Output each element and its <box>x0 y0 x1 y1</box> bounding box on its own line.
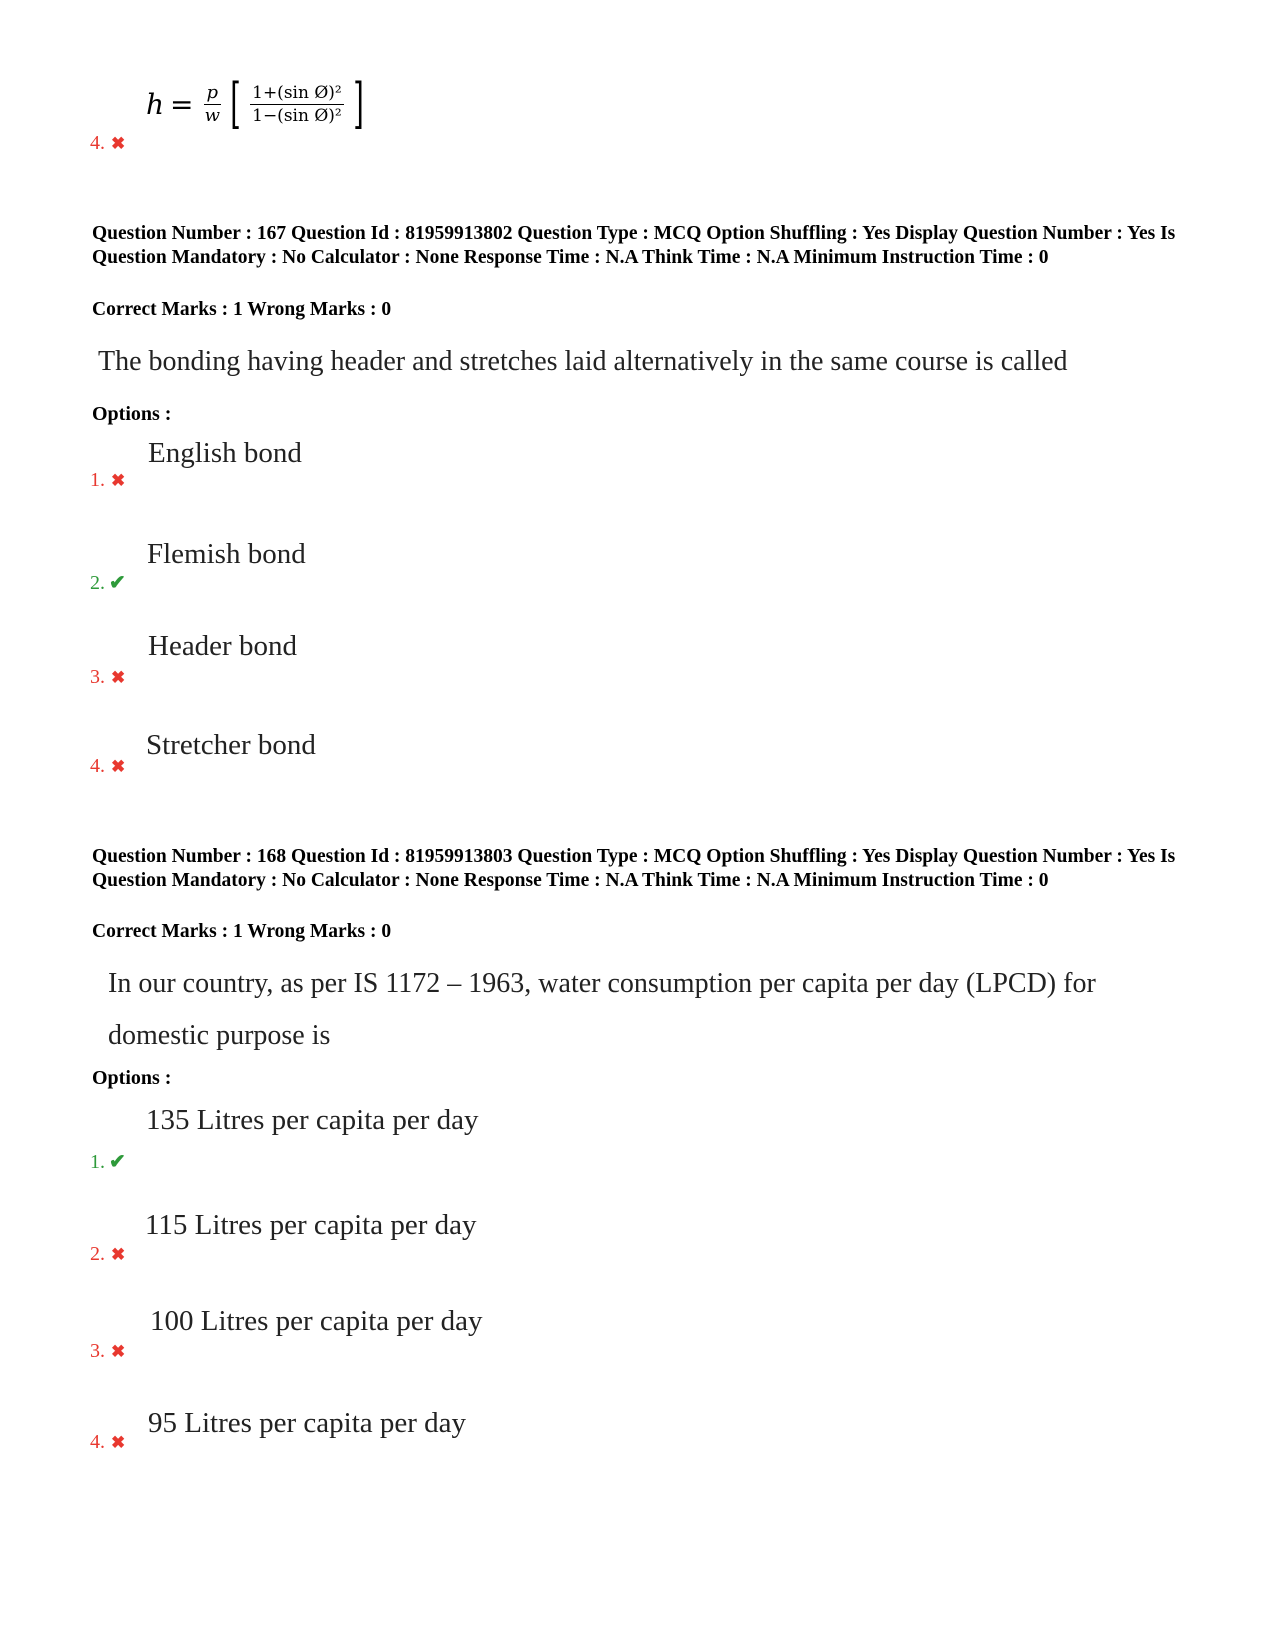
option-marker <box>90 755 125 778</box>
formula-option-4 <box>146 74 369 134</box>
option-text: English bond <box>148 437 302 469</box>
option-number: 2. <box>90 572 105 594</box>
formula-inner-numerator: 1+(sin Ø)² <box>252 82 342 103</box>
option-marker <box>90 1243 125 1266</box>
formula-coefficient <box>204 82 222 127</box>
cross-mark-icon: ✖ <box>111 668 126 687</box>
check-mark-icon: ✔ <box>109 572 126 594</box>
cross-mark-icon: ✖ <box>111 1245 126 1264</box>
option-marker <box>90 1340 125 1363</box>
formula-coef-numerator: p <box>204 82 222 105</box>
option-text: Stretcher bond <box>146 729 316 761</box>
options-label: Options : <box>92 403 172 425</box>
options-label: Options : <box>92 1067 172 1089</box>
check-mark-icon: ✔ <box>109 1151 126 1173</box>
formula-lhs: h <box>146 87 165 121</box>
option-marker <box>90 666 125 689</box>
formula-inner-denominator: 1−(sin Ø)² <box>252 105 342 126</box>
cross-mark-icon: ✖ <box>111 471 126 490</box>
option-number: 4. <box>90 1431 105 1453</box>
cross-mark-icon: ✖ <box>111 1433 126 1452</box>
cross-mark-icon: ✖ <box>111 134 126 153</box>
option-marker <box>90 570 126 595</box>
left-bracket-icon: [ <box>230 72 241 135</box>
option-text: Header bond <box>148 630 297 662</box>
option-number: 4. <box>90 132 105 154</box>
option-number: 1. <box>90 1151 105 1173</box>
formula-coef-denominator: w <box>204 104 220 126</box>
formula-equals: = <box>170 87 194 121</box>
formula-inner-fraction <box>250 82 344 127</box>
question-marks: Correct Marks : 1 Wrong Marks : 0 <box>92 299 392 320</box>
option-text: Flemish bond <box>147 538 306 570</box>
option-marker <box>90 1431 125 1454</box>
option-number: 2. <box>90 1243 105 1265</box>
option-number: 4. <box>90 755 105 777</box>
cross-mark-icon: ✖ <box>111 1342 126 1361</box>
option-text: 135 Litres per capita per day <box>146 1104 479 1136</box>
option-number: 3. <box>90 1340 105 1362</box>
option-number: 1. <box>90 469 105 491</box>
option-marker <box>90 469 125 492</box>
question-meta: Question Number : 167 Question Id : 81959913802 Question Type : MCQ Option Shuffling : Yes Display Question Number : Yes Is Question Mandatory : No Calculator : None Response Time : N.A Think Time : N.A Minimum Instruction Time : 0 <box>92 223 1176 268</box>
option-text: 115 Litres per capita per day <box>145 1209 477 1241</box>
prev-option-4-marker <box>90 132 125 155</box>
question-meta: Question Number : 168 Question Id : 81959913803 Question Type : MCQ Option Shuffling : Yes Display Question Number : Yes Is Question Mandatory : No Calculator : None Response Time : N.A Think Time : N.A Minimum Instruction Time : 0 <box>92 846 1176 891</box>
option-text: 100 Litres per capita per day <box>150 1305 483 1337</box>
right-bracket-icon: ] <box>352 72 364 135</box>
option-text: 95 Litres per capita per day <box>148 1407 467 1439</box>
option-marker <box>90 1149 126 1174</box>
question-text: The bonding having header and stretches laid alternatively in the same course is called <box>98 346 1068 377</box>
question-text-line-2: domestic purpose is <box>108 1020 331 1051</box>
option-number: 3. <box>90 666 105 688</box>
cross-mark-icon: ✖ <box>111 757 126 776</box>
question-text-line-1: In our country, as per IS 1172 – 1963, water consumption per capita per day (LPCD) for <box>108 968 1096 999</box>
question-marks: Correct Marks : 1 Wrong Marks : 0 <box>92 921 392 942</box>
